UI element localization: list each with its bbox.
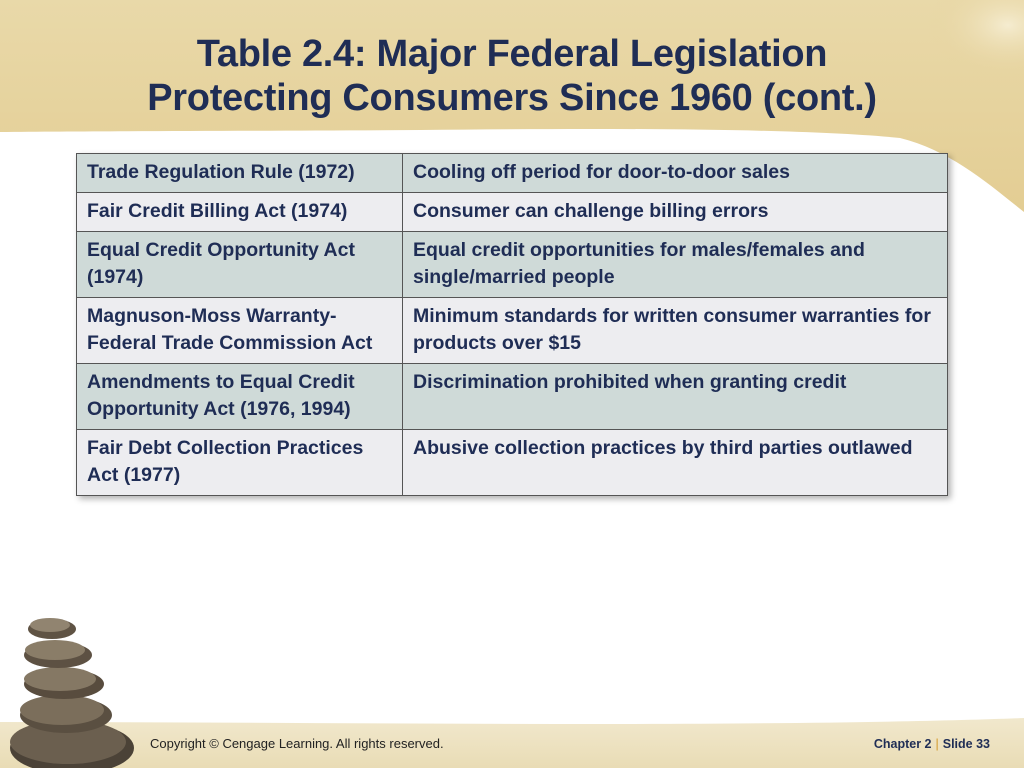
table-row — [77, 193, 948, 232]
purpose-cell: Minimum standards for written consumer warranties for products over $15 — [403, 298, 948, 364]
law-cell: Amendments to Equal Credit Opportunity Act (1976, 1994) — [77, 364, 403, 430]
law-cell: Fair Debt Collection Practices Act (1977) — [77, 430, 403, 496]
law-cell: Magnuson-Moss Warranty-Federal Trade Commission Act — [77, 298, 403, 364]
purpose-cell: Cooling off period for door-to-door sales — [403, 154, 948, 193]
slide-label: Slide 33 — [942, 737, 990, 751]
purpose-cell: Equal credit opportunities for males/females and single/married people — [403, 232, 948, 298]
legislation-table-container — [76, 153, 948, 496]
purpose-cell: Discrimination prohibited when granting credit — [403, 364, 948, 430]
legislation-table — [76, 153, 948, 496]
purpose-cell: Consumer can challenge billing errors — [403, 193, 948, 232]
title-line-1: Table 2.4: Major Federal Legislation — [196, 33, 828, 75]
table-row — [77, 364, 948, 430]
slide-title — [60, 32, 964, 120]
chapter-label: Chapter 2 — [873, 737, 932, 751]
table-row — [77, 298, 948, 364]
table-row — [77, 154, 948, 193]
title-line-2: Protecting Consumers Since 1960 (cont.) — [147, 77, 877, 119]
stacked-stones-image — [10, 618, 134, 768]
table-row — [77, 232, 948, 298]
law-cell: Trade Regulation Rule (1972) — [77, 154, 403, 193]
copyright-notice: Copyright © Cengage Learning. All rights reserved. — [150, 736, 444, 751]
purpose-cell: Abusive collection practices by third parties outlawed — [403, 430, 948, 496]
footer-separator: | — [935, 737, 939, 751]
table-row — [77, 430, 948, 496]
law-cell: Equal Credit Opportunity Act (1974) — [77, 232, 403, 298]
law-cell: Fair Credit Billing Act (1974) — [77, 193, 403, 232]
slide-number — [874, 737, 990, 751]
